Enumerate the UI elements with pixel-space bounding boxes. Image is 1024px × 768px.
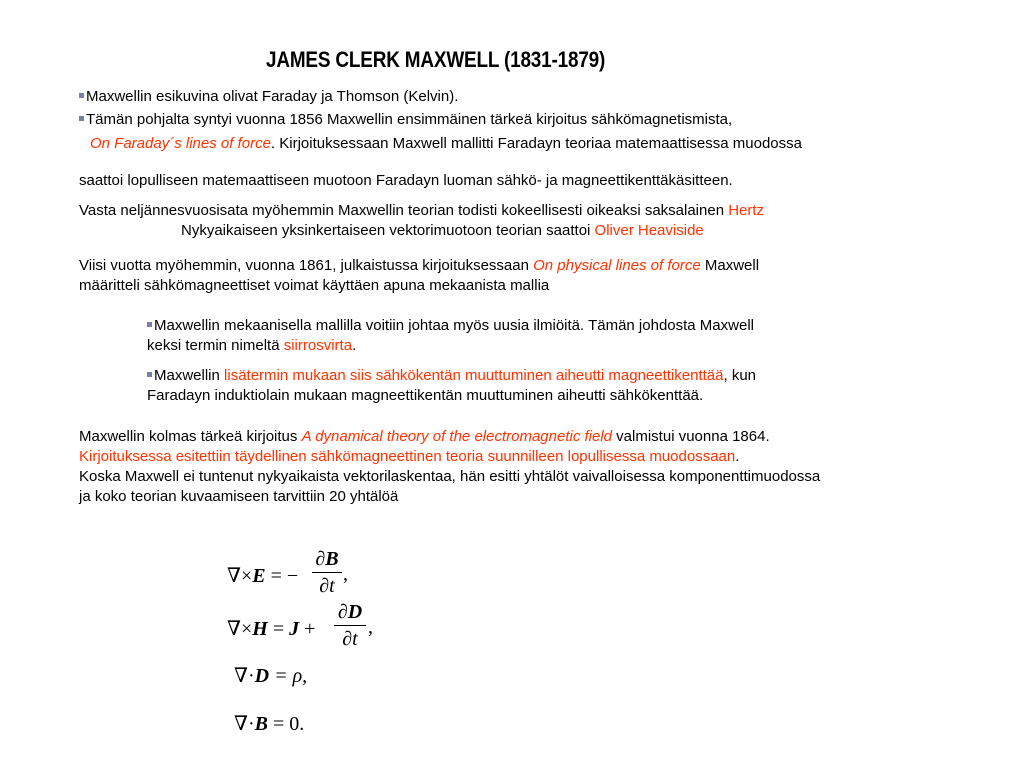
name-hertz: Hertz [728, 202, 765, 219]
line-4: saattoi lopulliseen matemaattiseen muotoon Faradayn luoman sähkö- ja magneettikenttäkäsitteen. [79, 172, 733, 189]
fraction-dD-dt: ∂D ∂t [334, 601, 366, 650]
para-3c: Koska Maxwell ei tuntenut nykyaikaista vektorilaskentaa, hän esitti yhtälöt vaivalloisessa komponenttimuodossa [79, 468, 821, 485]
bullet-icon [147, 322, 152, 327]
line-3: On Faraday´s lines of force. Kirjoituksessaan Maxwell mallitti Faradayn teoriaa matemaattisessa muodossa [90, 135, 802, 152]
page-title: JAMES CLERK MAXWELL (1831-1879) [266, 47, 606, 72]
equation-faraday: ∇×E = − [227, 565, 299, 587]
bullet-icon [147, 372, 152, 377]
line-7: Viisi vuotta myöhemmin, vuonna 1861, julkaistussa kirjoituksessaan On physical lines of force Maxwell [79, 257, 760, 274]
paper-title-physical: On physical lines of force [533, 257, 701, 274]
bullet-line-1: Maxwellin esikuvina olivat Faraday ja Thomson (Kelvin). [79, 87, 458, 106]
bullet-icon [79, 93, 84, 98]
eq1-comma: , [343, 563, 348, 585]
para-3d: ja koko teorian kuvaamiseen tarvittiin 20 yhtälöä [79, 488, 399, 505]
paper-title-dynamical: A dynamical theory of the electromagnetic field [301, 428, 613, 445]
bullet-icon [79, 116, 84, 121]
term-siirrosvirta: siirrosvirta [283, 337, 353, 354]
additional-term-text: lisätermin mukaan siis sähkökentän muuttuminen aiheutti magneettikenttää [224, 367, 724, 384]
sub-bullet-1a: Maxwellin mekaanisella mallilla voitiin johtaa myös uusia ilmiöitä. Tämän johdosta Maxwell [147, 316, 754, 335]
paper-title-faraday: On Faraday´s lines of force [90, 135, 271, 152]
para-3b: Kirjoituksessa esitettiin täydellinen sähkömagneettinen teoria suunnilleen lopullisessa muodossaan. [79, 448, 740, 465]
sub-bullet-1b: keksi termin nimeltä siirrosvirta. [147, 337, 357, 354]
fraction-dB-dt: ∂B ∂t [312, 548, 342, 597]
sub-bullet-2a: Maxwellin lisätermin mukaan siis sähkökentän muuttuminen aiheutti magneettikenttää, kun [147, 366, 756, 385]
name-heaviside: Oliver Heaviside [594, 222, 704, 239]
equation-ampere: ∇×H = J + [227, 618, 316, 640]
line-6: Nykyaikaiseen yksinkertaiseen vektorimuotoon teorian saattoi Oliver Heaviside [181, 222, 704, 239]
para-3a: Maxwellin kolmas tärkeä kirjoitus A dynamical theory of the electromagnetic field valmistui vuonna 1864. [79, 428, 770, 445]
bullet-line-2: Tämän pohjalta syntyi vuonna 1856 Maxwellin ensimmäinen tärkeä kirjoitus sähkömagnetismista, [79, 110, 732, 129]
equation-gauss-magnetic: ∇·B = 0. [234, 713, 305, 735]
sub-bullet-2b: Faradayn induktiolain mukaan magneettikentän muuttuminen aiheutti sähkökenttää. [147, 387, 704, 404]
eq2-comma: , [368, 616, 373, 638]
equation-gauss-electric: ∇·D = ρ, [234, 665, 308, 687]
line-8: määritteli sähkömagneettiset voimat käyttäen apuna mekaanista mallia [79, 277, 550, 294]
line-5: Vasta neljännesvuosisata myöhemmin Maxwellin teorian todisti kokeellisesti oikeaksi saksalainen Hertz [79, 202, 765, 219]
